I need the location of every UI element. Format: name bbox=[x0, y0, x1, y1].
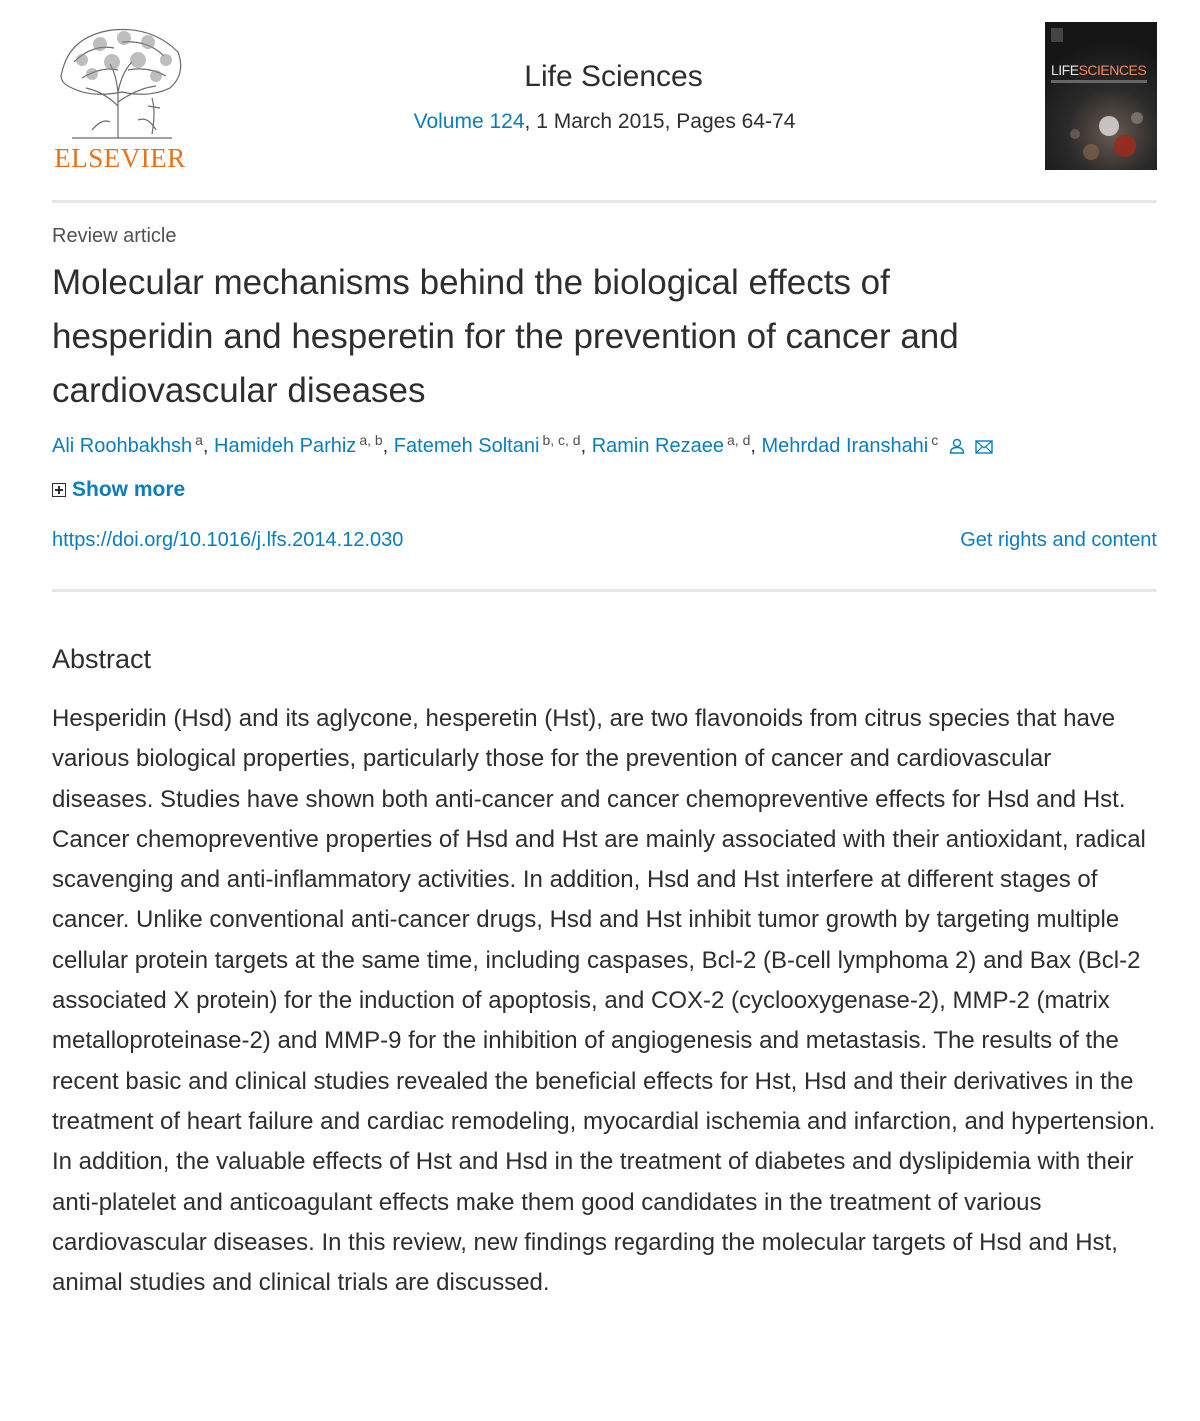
article-title bbox=[52, 256, 1157, 418]
cover-title-a: LIFE bbox=[1051, 62, 1079, 78]
article-page bbox=[52, 0, 1157, 1303]
author-affiliation[interactable]: a bbox=[195, 432, 203, 448]
author-link[interactable]: Fatemeh Soltani bbox=[393, 435, 540, 457]
journal-title[interactable]: Life Sciences bbox=[524, 60, 703, 93]
author-link[interactable]: Ramin Rezaee bbox=[591, 435, 724, 457]
journal-header bbox=[52, 0, 1157, 203]
show-more-label: Show more bbox=[72, 478, 186, 501]
author-list: Ali Roohbakhsh $^a$, Hamideh Parhiz $^{a, b}$, Fatemeh Soltani $^{b, c, d}$, Ramin Rezaee $^{a, d}$, Mehrdad Iranshahi $^c$ bbox=[52, 432, 1157, 458]
doi-link[interactable]: https://doi.org/10.1016/j.lfs.2014.12.030 bbox=[52, 529, 404, 551]
article-links-row bbox=[52, 529, 1157, 555]
person-icon[interactable] bbox=[949, 438, 965, 454]
plus-box-icon bbox=[52, 483, 66, 497]
author-affiliation[interactable]: b, c, d bbox=[542, 432, 581, 448]
issue-details: , 1 March 2015, Pages 64-74 bbox=[524, 110, 796, 133]
volume-link[interactable]: Volume 124 bbox=[413, 110, 525, 133]
author-link[interactable]: Hamideh Parhiz bbox=[214, 435, 357, 457]
show-more-button[interactable] bbox=[52, 478, 1157, 502]
author-link[interactable]: Mehrdad Iranshahi bbox=[761, 435, 929, 457]
article-title-line: cardiovascular diseases bbox=[52, 371, 426, 410]
cover-title-b: SCIENCES bbox=[1078, 62, 1147, 78]
rights-link[interactable]: Get rights and content bbox=[960, 529, 1157, 551]
journal-info bbox=[52, 60, 1157, 134]
author-affiliation[interactable]: a, d bbox=[727, 432, 751, 448]
abstract-heading: Abstract bbox=[52, 644, 152, 674]
cover-bubbles-image bbox=[1045, 22, 1157, 170]
issue-line bbox=[52, 110, 1157, 134]
envelope-icon[interactable] bbox=[975, 440, 993, 454]
journal-cover-thumbnail[interactable] bbox=[1045, 22, 1157, 170]
article-title-line: Molecular mechanisms behind the biological effects of bbox=[52, 263, 890, 302]
author-link[interactable]: Ali Roohbakhsh bbox=[52, 435, 193, 457]
abstract-text: Hesperidin (Hsd) and its aglycone, hesperetin (Hst), are two flavonoids from citrus species that have various biological properties, particularly those for the prevention of cancer and cardiovascular diseases. Studies have shown both anti-cancer and cancer chemopreventive effects for Hsd and Hst. Cancer chemopreventive properties of Hsd and Hst are mainly associated with their antioxidant, radical scavenging and anti-inflammatory activities. In addition, Hsd and Hst interfere at different stages of cancer. Unlike conventional anti-cancer drugs, Hsd and Hst inhibit tumor growth by targeting multiple cellular protein targets at the same time, including caspases, Bcl-2 (B-cell lymphoma 2) and Bax (Bcl-2 associated X protein) for the induction of apoptosis, and COX-2 (cyclooxygenase-2), MMP-2 (matrix metalloproteinase-2) and MMP-9 for the inhibition of angiogenesis and metastasis. The results of the recent basic and clinical studies revealed the beneficial effects for Hst, Hsd and their derivatives in the treatment of heart failure and cardiac remodeling, myocardial ischemia and infarction, and hypertension. In addition, the valuable effects of Hst and Hsd in the treatment of diabetes and dyslipidemia with their anti-platelet and anticoagulant effects make them good candidates in the treatment of various cardiovascular diseases. In this review, new findings regarding the molecular targets of Hsd and Hst, animal studies and clinical trials are discussed. bbox=[52, 705, 1156, 1297]
author-affiliation[interactable]: c bbox=[931, 432, 939, 448]
section-divider bbox=[52, 589, 1157, 592]
article-title-line: hesperidin and hesperetin for the prevention of cancer and bbox=[52, 317, 959, 356]
article-type: Review article bbox=[52, 225, 177, 247]
author-affiliation[interactable]: a, b bbox=[359, 432, 383, 448]
publisher-name: ELSEVIER bbox=[54, 143, 186, 173]
